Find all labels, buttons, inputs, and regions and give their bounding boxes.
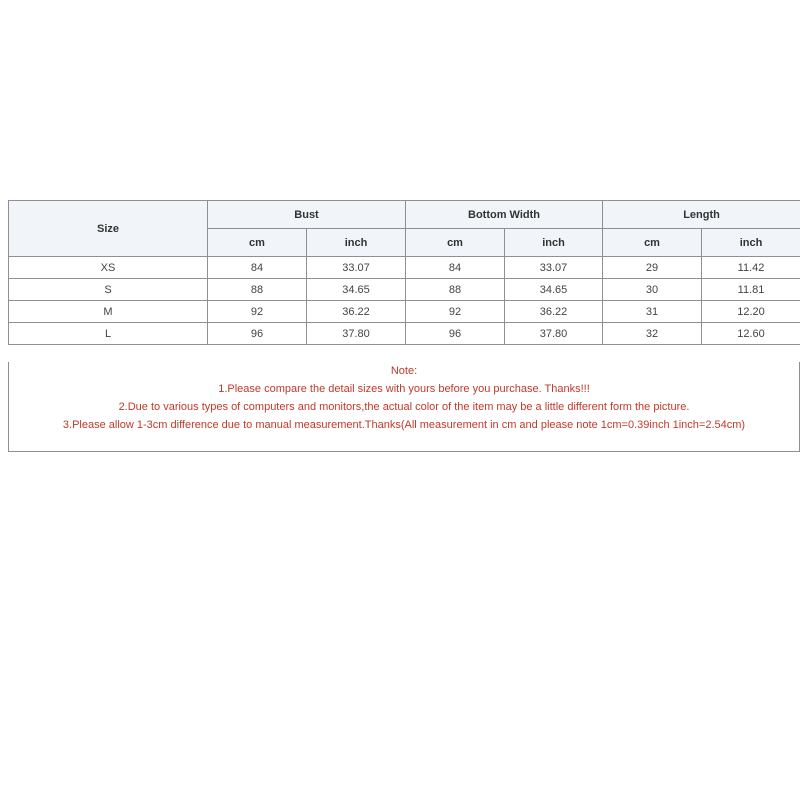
bottom-width-inch-cell: 37.80 <box>505 323 603 345</box>
size-table <box>8 200 800 345</box>
length-inch-cell: 12.20 <box>702 301 800 323</box>
table-header-row <box>9 201 800 229</box>
table-row <box>9 257 800 279</box>
table-row <box>9 279 800 301</box>
unit-header-cm: cm <box>603 229 702 257</box>
size-cell: XS <box>9 257 208 279</box>
bust-inch-cell: 33.07 <box>307 257 406 279</box>
length-cm-cell: 32 <box>603 323 702 345</box>
bust-header: Bust <box>208 201 406 229</box>
bottom-width-cm-cell: 96 <box>406 323 505 345</box>
unit-header-inch: inch <box>702 229 800 257</box>
bust-cm-cell: 84 <box>208 257 307 279</box>
bottom-width-cm-cell: 84 <box>406 257 505 279</box>
bust-cm-cell: 88 <box>208 279 307 301</box>
size-chart <box>8 200 800 452</box>
length-cm-cell: 29 <box>603 257 702 279</box>
size-cell: L <box>9 323 208 345</box>
bottom-width-inch-cell: 34.65 <box>505 279 603 301</box>
length-inch-cell: 11.42 <box>702 257 800 279</box>
length-inch-cell: 12.60 <box>702 323 800 345</box>
bottom-width-header: Bottom Width <box>406 201 603 229</box>
note-line-1: 1.Please compare the detail sizes with yours before you purchase. Thanks!!! <box>218 383 590 395</box>
note-line-3: 3.Please allow 1-3cm difference due to manual measurement.Thanks(All measurement in cm and please note 1cm=0.39inch 1inch=2.54cm) <box>62 419 746 431</box>
size-cell: S <box>9 279 208 301</box>
bust-cm-cell: 92 <box>208 301 307 323</box>
length-header: Length <box>603 201 800 229</box>
table-row <box>9 301 800 323</box>
bust-inch-cell: 34.65 <box>307 279 406 301</box>
unit-header-cm: cm <box>406 229 505 257</box>
length-cm-cell: 31 <box>603 301 702 323</box>
unit-header-inch: inch <box>505 229 603 257</box>
size-header: Size <box>9 201 208 257</box>
bottom-width-cm-cell: 92 <box>406 301 505 323</box>
notes-box <box>8 362 800 452</box>
note-title: Note: <box>390 365 418 377</box>
table-row <box>9 323 800 345</box>
unit-header-cm: cm <box>208 229 307 257</box>
size-cell: M <box>9 301 208 323</box>
bottom-width-inch-cell: 33.07 <box>505 257 603 279</box>
length-inch-cell: 11.81 <box>702 279 800 301</box>
bust-inch-cell: 36.22 <box>307 301 406 323</box>
bust-inch-cell: 37.80 <box>307 323 406 345</box>
bottom-width-inch-cell: 36.22 <box>505 301 603 323</box>
bust-cm-cell: 96 <box>208 323 307 345</box>
length-cm-cell: 30 <box>603 279 702 301</box>
bottom-width-cm-cell: 88 <box>406 279 505 301</box>
unit-header-inch: inch <box>307 229 406 257</box>
note-line-2: 2.Due to various types of computers and monitors,the actual color of the item may be a little different form the picture. <box>118 401 690 413</box>
